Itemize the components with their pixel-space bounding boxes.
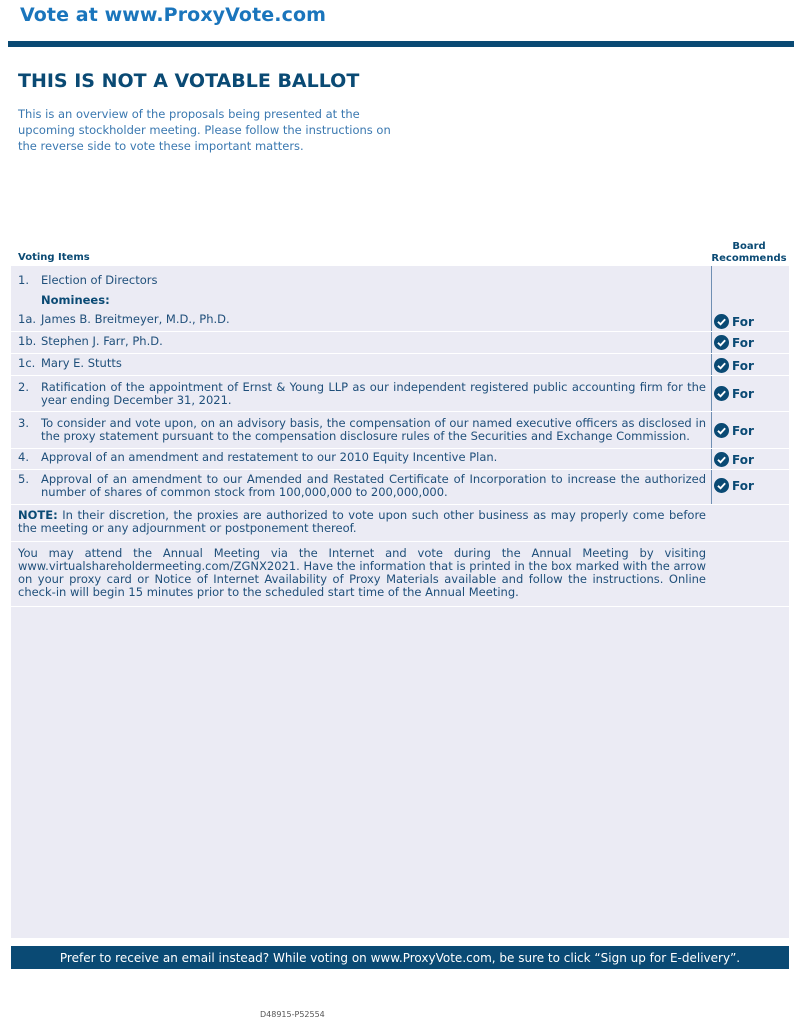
item-number: 2. <box>18 380 29 394</box>
recommendation: For <box>714 386 754 401</box>
note-row <box>11 505 789 542</box>
note-text: NOTE: In their discretion, the proxies are authorized to vote upon such other business as may properly come before the meeting or any adjournment or postponement thereof. <box>18 508 706 535</box>
item-row-4 <box>11 449 789 470</box>
check-circle-icon <box>714 358 729 373</box>
check-circle-icon <box>714 452 729 467</box>
check-circle-icon <box>714 386 729 401</box>
recommendation: For <box>714 335 754 350</box>
item-number: 1b. <box>18 334 37 348</box>
item-text: Election of Directors <box>41 273 158 287</box>
item-text: James B. Breitmeyer, M.D., Ph.D. <box>41 312 230 326</box>
item-row-5 <box>11 470 789 505</box>
ballot-title: THIS IS NOT A VOTABLE BALLOT <box>18 70 360 92</box>
document-code: D48915-P52554 <box>260 1010 325 1019</box>
recommendation: For <box>714 452 754 467</box>
check-circle-icon <box>714 335 729 350</box>
recommendation: For <box>714 478 754 493</box>
item-number: 1c. <box>18 356 36 370</box>
check-circle-icon <box>714 314 729 329</box>
item-row-2 <box>11 376 789 412</box>
item-number: 1a. <box>18 312 37 326</box>
voting-items-header: Voting Items <box>18 252 90 263</box>
item-text: Ratification of the appointment of Ernst & Young LLP as our independent registered public accounting firm for the year ending December 31, 2021. <box>41 380 706 407</box>
item-text: To consider and vote upon, on an advisory basis, the compensation of our named executive officers as disclosed in the proxy statement pursuant to the compensation disclosure rules of the Securities and Exchange Commission. <box>41 416 706 443</box>
board-recommends-header: Board Recommends <box>711 241 787 264</box>
item-row-1c <box>11 354 789 376</box>
item-row-1a <box>11 311 789 332</box>
recommendation: For <box>714 314 754 329</box>
item-text: Approval of an amendment to our Amended and Restated Certificate of Incorporation to increase the authorized number of shares of common stock from 100,000,000 to 200,000,000. <box>41 472 706 499</box>
item-number: 4. <box>18 450 29 464</box>
recommendation: For <box>714 358 754 373</box>
header-divider <box>8 41 794 47</box>
item-number: 5. <box>18 472 29 486</box>
item-text: Approval of an amendment and restatement to our 2010 Equity Incentive Plan. <box>41 450 498 464</box>
item-row-3 <box>11 412 789 449</box>
attend-row <box>11 542 789 607</box>
recommendation: For <box>714 423 754 438</box>
item-number: 3. <box>18 416 29 430</box>
check-circle-icon <box>714 478 729 493</box>
check-circle-icon <box>714 423 729 438</box>
attend-text: You may attend the Annual Meeting via the Internet and vote during the Annual Meeting by visiting www.virtualshareholdermeeting.com/ZGNX2021. Have the information that is printed in the box marked with the arrow on your proxy card or Notice of Internet Availability of Proxy Materials available and follow the instructions. Online check-in will begin 15 minutes prior to the scheduled start time of the Annual Meeting. <box>18 546 706 599</box>
header-title: Vote at www.ProxyVote.com <box>20 4 326 26</box>
intro-text: This is an overview of the proposals being presented at the upcoming stockholder meeting. Please follow the instructions on the reverse side to vote these important matters. <box>18 107 391 153</box>
nominees-heading: Nominees: <box>41 293 110 307</box>
item-text: Stephen J. Farr, Ph.D. <box>41 334 163 348</box>
item-number: 1. <box>18 273 29 287</box>
footer-banner: Prefer to receive an email instead? While voting on www.ProxyVote.com, be sure to click “Sign up for E-delivery”. <box>11 946 789 969</box>
item-text: Mary E. Stutts <box>41 356 122 370</box>
item-row-1b <box>11 332 789 354</box>
